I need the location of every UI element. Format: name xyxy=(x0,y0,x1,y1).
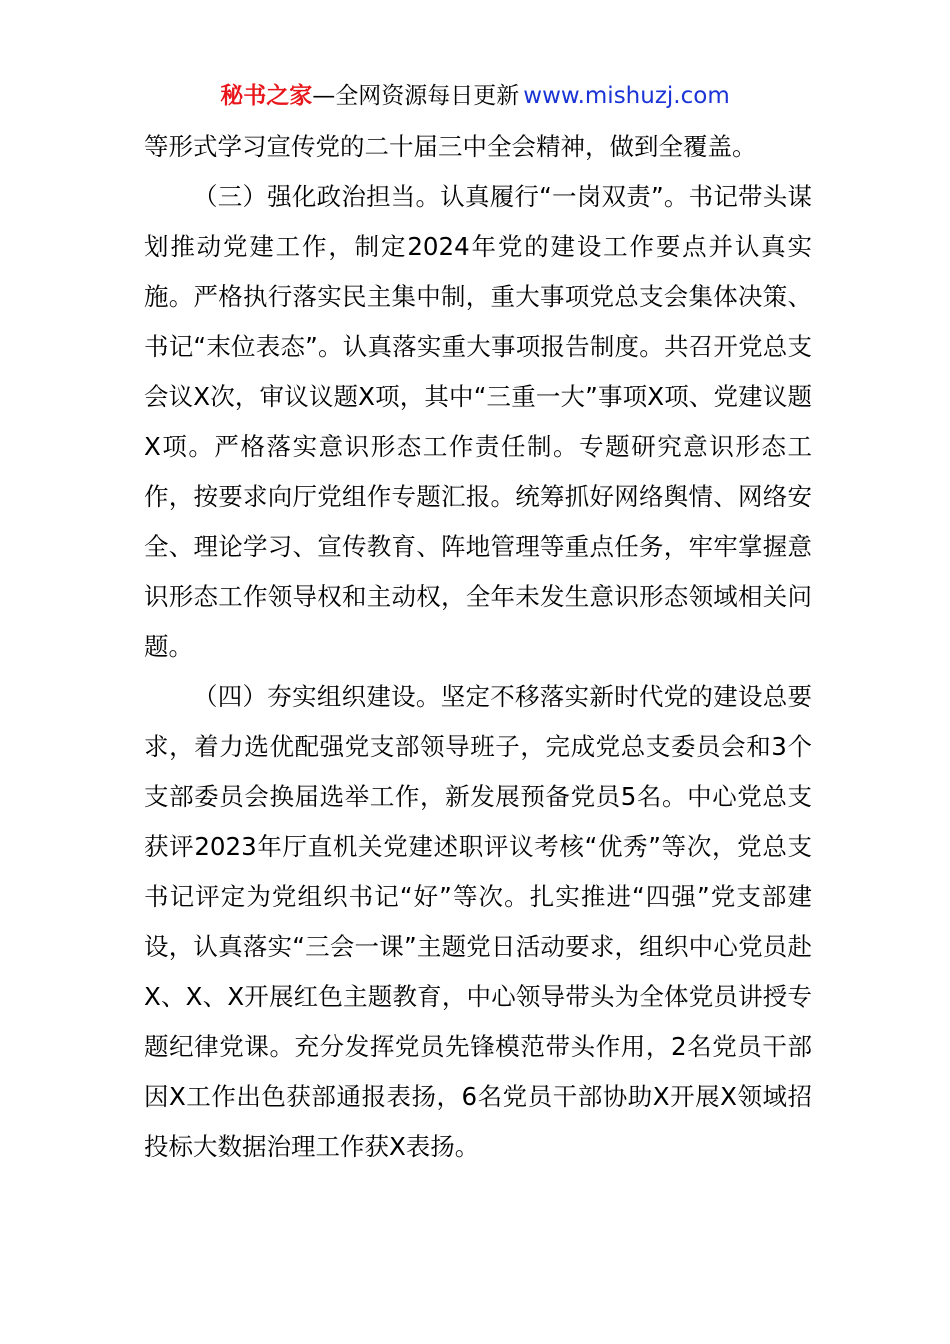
paragraph-continuation: 等形式学习宣传党的二十届三中全会精神，做到全覆盖。 xyxy=(144,132,757,161)
site-url-link[interactable]: www.mishuzj.com xyxy=(523,83,730,109)
paragraph-political-responsibility: （三）强化政治担当。认真履行“一岗双责”。书记带头谋划推动党建工作，制定2024年党的建设工作要点并认真实施。严格执行落实民主集中制，重大事项党总支会集体决策、书记“末位表态”。认真落实重大事项报告制度。共召开党总支会议X次，审议议题X项，其中“三重一大”事项X项、党建议题X项。严格落实意识形态工作责任制。专题研究意识形态工作，按要求向厅党组作专题汇报。统筹抓好网络舆情、网络安全、理论学习、宣传教育、阵地管理等重点任务，牢牢掌握意识形态工作领导权和主动权，全年未发生意识形态领域相关问题。 xyxy=(144,182,812,661)
page-header xyxy=(0,80,950,112)
document-body xyxy=(144,122,812,1172)
site-tagline: —全网资源每日更新 xyxy=(312,83,520,109)
site-brand: 秘书之家 xyxy=(220,83,313,109)
paragraph-organization-building: （四）夯实组织建设。坚定不移落实新时代党的建设总要求，着力选优配强党支部领导班子，完成党总支委员会和3个支部委员会换届选举工作，新发展预备党员5名。中心党总支获评2023年厅直机关党建述职评议考核“优秀”等次，党总支书记评定为党组织书记“好”等次。扎实推进“四强”党支部建设，认真落实“三会一课”主题党日活动要求，组织中心党员赴X、X、X开展红色主题教育，中心领导带头为全体党员讲授专题纪律党课。充分发挥党员先锋模范带头作用，2名党员干部因X工作出色获部通报表扬，6名党员干部协助X开展X领域招投标大数据治理工作获X表扬。 xyxy=(144,682,812,1161)
